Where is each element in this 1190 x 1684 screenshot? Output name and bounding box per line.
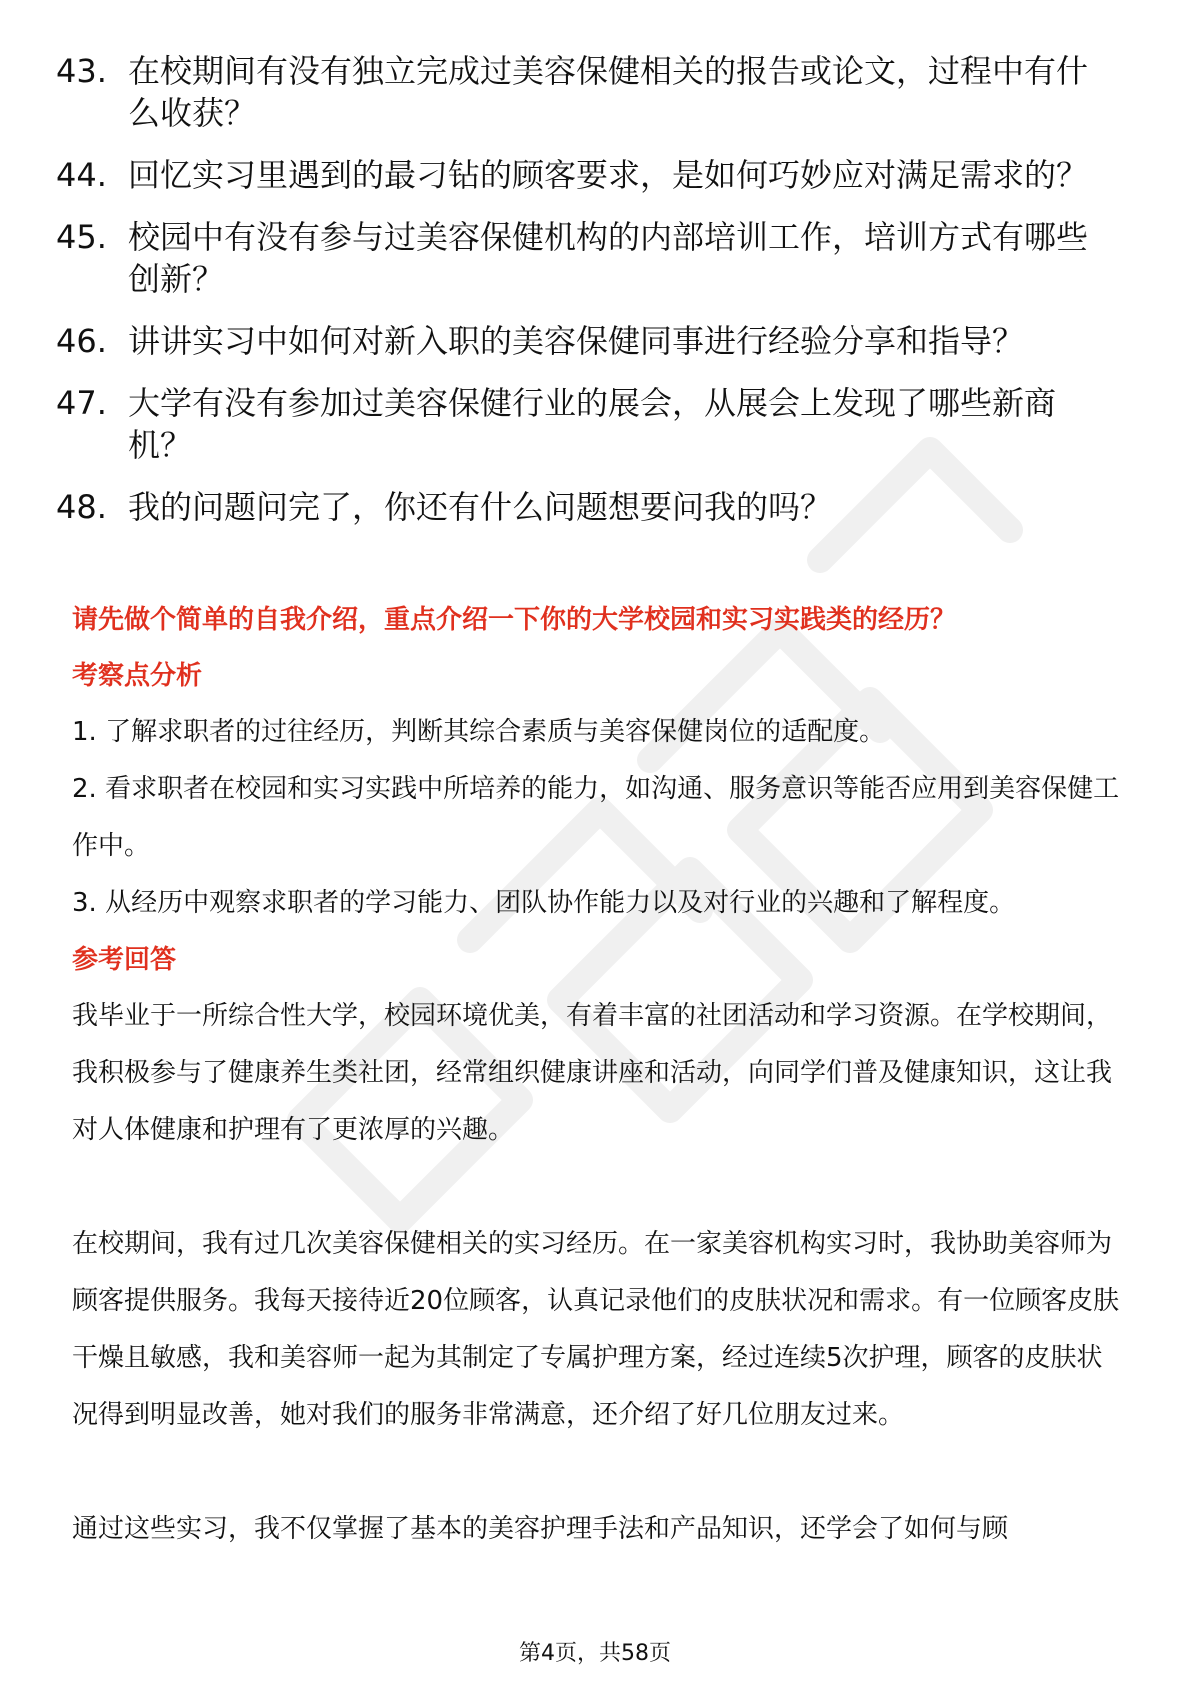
answer-section — [72, 602, 1122, 1558]
question-text: 我的问题问完了，你还有什么问题想要问我的吗？ — [128, 488, 833, 526]
question-number: 45. — [56, 218, 107, 256]
question-item-43 — [56, 50, 1116, 134]
analysis-heading: 考察点分析 — [72, 661, 203, 691]
analysis-point: 1. 了解求职者的过往经历，判断其综合素质与美容保健岗位的适配度。 — [72, 717, 886, 747]
question-text: 校园中有没有参与过美容保健机构的内部培训工作，培训方式有哪些创新？ — [128, 218, 1089, 298]
spacer — [72, 932, 1122, 942]
question-list — [56, 50, 1116, 548]
answer-paragraph: 通过这些实习，我不仅掌握了基本的美容护理手法和产品知识，还学会了如何与顾 — [72, 1514, 1009, 1544]
page-footer: 第4页，共58页 — [519, 1641, 671, 1666]
question-number: 43. — [56, 52, 107, 90]
question-item-48 — [56, 486, 1116, 528]
question-number: 46. — [56, 322, 107, 360]
answer-paragraph: 在校期间，我有过几次美容保健相关的实习经历。在一家美容机构实习时，我协助美容师为顾客提供服务。我每天接待近20位顾客，认真记录他们的皮肤状况和需求。有一位顾客皮肤干燥且敏感，我和美容师一起为其制定了专属护理方案，经过连续5次护理，顾客的皮肤状况得到明显改善，她对我们的服务非常满意，还介绍了好几位朋友过来。 — [72, 1229, 1120, 1430]
question-text: 在校期间有没有独立完成过美容保健相关的报告或论文，过程中有什么收获？ — [128, 52, 1089, 132]
question-text: 回忆实习里遇到的最刁钻的顾客要求，是如何巧妙应对满足需求的？ — [128, 156, 1089, 194]
analysis-point: 2. 看求职者在校园和实习实践中所培养的能力，如沟通、服务意识等能否应用到美容保健工作中。 — [72, 774, 1120, 861]
question-text: 大学有没有参加过美容保健行业的展会，从展会上发现了哪些新商机？ — [128, 384, 1057, 464]
question-item-45 — [56, 216, 1116, 300]
answer-heading: 参考回答 — [72, 945, 177, 975]
question-item-46 — [56, 320, 1116, 362]
question-number: 48. — [56, 488, 107, 526]
question-item-47 — [56, 382, 1116, 466]
spacer — [72, 1159, 1122, 1216]
analysis-point: 3. 从经历中观察求职者的学习能力、团队协作能力以及对行业的兴趣和了解程度。 — [72, 888, 1016, 918]
question-number: 44. — [56, 156, 107, 194]
question-item-44 — [56, 154, 1116, 196]
answer-paragraph: 我毕业于一所综合性大学，校园环境优美，有着丰富的社团活动和学习资源。在学校期间，我积极参与了健康养生类社团，经常组织健康讲座和活动，向同学们普及健康知识，这让我对人体健康和护理有了更浓厚的兴趣。 — [72, 1001, 1113, 1145]
spacer — [72, 1444, 1122, 1501]
featured-question: 请先做个简单的自我介绍，重点介绍一下你的大学校园和实习实践类的经历？ — [72, 605, 957, 635]
question-number: 47. — [56, 384, 107, 422]
question-text: 讲讲实习中如何对新入职的美容保健同事进行经验分享和指导？ — [128, 322, 1025, 360]
